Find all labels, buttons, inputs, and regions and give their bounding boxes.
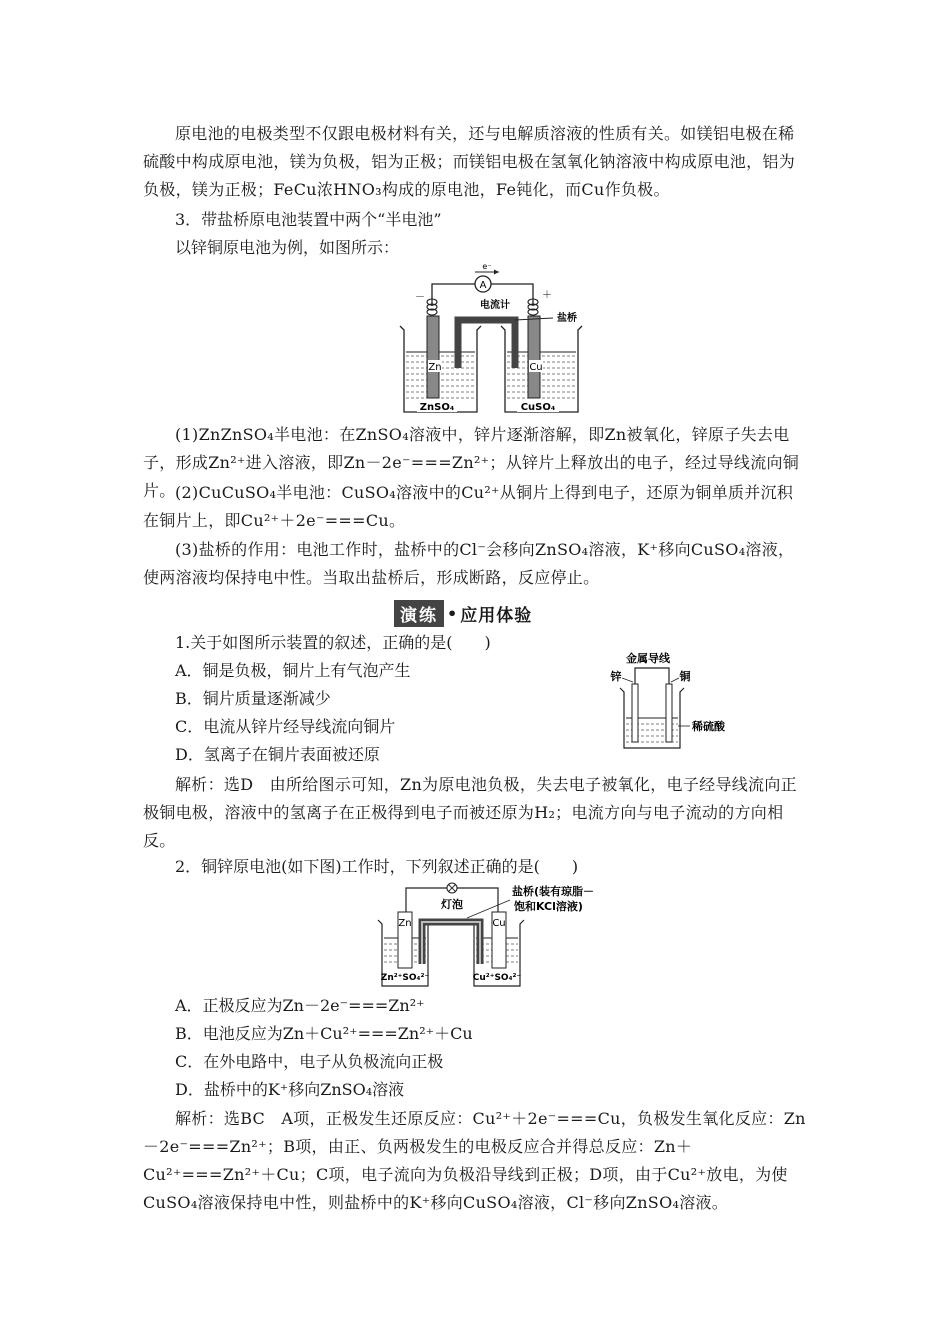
wire-label: 金属导线 bbox=[626, 652, 670, 665]
znso4-label: ZnSO₄ bbox=[419, 402, 455, 413]
zn-cu-salt-bridge-figure bbox=[395, 258, 595, 418]
section3-title: 3．带盐桥原电池装置中两个“半电池” bbox=[175, 210, 442, 229]
q2-analysis: 解析：选BC A项，正极发生还原反应：Cu²⁺＋2e⁻===Cu，负极发生氧化反应：Zn－2e⁻===Zn²⁺；B项，由正、负两极发生的电极反应合并得总反应：Zn＋Cu²⁺===Zn²⁺＋Cu；C项，电子流向为负极沿导线到正极；D项，由于Cu²⁺放电，为使CuSO₄溶液保持电中性，则盐桥中的K⁺移向CuSO₄溶液，Cl⁻移向ZnSO₄溶液。 bbox=[143, 1109, 806, 1212]
plus-sign: ＋ bbox=[542, 290, 552, 301]
section3-p3: (3)盐桥的作用：电池工作时，盐桥中的Cl⁻会移向ZnSO₄溶液，K⁺移向CuSO₄溶液，使两溶液均保持电中性。当取出盐桥后，形成断路，反应停止。 bbox=[143, 540, 795, 587]
zn-cu-acid-figure bbox=[602, 648, 752, 752]
minus-sign: － bbox=[415, 292, 425, 303]
q2-option-c: C．在外电路中，电子从负极流向正极 bbox=[175, 1052, 444, 1071]
q2-option-b: B．电池反应为Zn＋Cu²⁺===Zn²⁺＋Cu bbox=[175, 1024, 473, 1043]
zn-label: Zn bbox=[428, 362, 442, 373]
practice-heading-dot: • bbox=[447, 603, 458, 623]
salt-bridge-tube bbox=[458, 320, 515, 368]
practice-heading bbox=[394, 600, 532, 626]
q2-option-d: D．盐桥中的K⁺移向ZnSO₄溶液 bbox=[175, 1080, 405, 1099]
q1-option-c: C．电流从锌片经导线流向铜片 bbox=[175, 717, 396, 736]
q1-option-d: D．氢离子在铜片表面被还原 bbox=[175, 745, 380, 764]
zn-cu-bulb-figure bbox=[372, 882, 632, 990]
intro-paragraph: 原电池的电极类型不仅跟电极材料有关，还与电解质溶液的性质有关。如镁铝电极在稀硫酸中构成原电池，镁为负极，铝为正极；而镁铝电极在氢氧化钠溶液中构成原电池，铝为负极，镁为正极；FeCu浓HNO₃构成的原电池，Fe钝化，而Cu作负极。 bbox=[143, 124, 796, 199]
zinc-label: 锌 bbox=[610, 670, 622, 683]
ammeter-symbol: A bbox=[479, 280, 487, 291]
q2-option-a: A．正极反应为Zn－2e⁻===Zn²⁺ bbox=[175, 996, 425, 1015]
practice-heading-box: 演练 bbox=[394, 600, 444, 627]
section3-intro: 以锌铜原电池为例，如图所示： bbox=[175, 238, 400, 257]
cu-electrode-label: Cu bbox=[492, 918, 506, 929]
copper-electrode bbox=[528, 316, 543, 398]
cu-label: Cu bbox=[529, 362, 543, 373]
left-ions-label: Zn²⁺SO₄²⁻ bbox=[380, 973, 430, 983]
section3-p2: (2)CuCuSO₄半电池：CuSO₄溶液中的Cu²⁺从铜片上得到电子，还原为铜单质并沉积在铜片上，即Cu²⁺＋2e⁻===Cu。 bbox=[143, 483, 794, 530]
bridge-label-2: 饱和KCl溶液) bbox=[514, 900, 583, 913]
cuso4-label: CuSO₄ bbox=[520, 402, 556, 413]
copper-label: 铜 bbox=[679, 670, 691, 683]
q1-analysis: 解析：选D 由所给图示可知，Zn为原电池负极，失去电子被氧化，电子经导线流向正极铜电极，溶液中的氢离子在正极得到电子而被还原为H₂；电流方向与电子流动的方向相反。 bbox=[143, 775, 797, 850]
electron-label: e⁻ bbox=[482, 262, 492, 271]
q2-stem: 2．铜锌原电池(如下图)工作时，下列叙述正确的是( ) bbox=[175, 857, 579, 876]
zinc-strip bbox=[632, 684, 638, 742]
section3-p1: (1)ZnZnSO₄半电池：在ZnSO₄溶液中，锌片逐渐溶解，即Zn被氧化，锌原子失去电子，形成Zn²⁺进入溶液，即Zn－2e⁻===Zn²⁺；从锌片上释放出的电子，经过导线流向铜片。 bbox=[143, 425, 800, 500]
bridge-label-1: 盐桥(装有琼脂－ bbox=[512, 885, 595, 898]
right-ions-label: Cu²⁺SO₄²⁻ bbox=[472, 973, 522, 983]
copper-strip bbox=[666, 684, 672, 742]
q1-option-b: B．铜片质量逐渐减少 bbox=[175, 689, 331, 708]
salt-bridge-tube bbox=[422, 922, 480, 964]
meter-label: 电流计 bbox=[480, 300, 510, 311]
acid-label: 稀硫酸 bbox=[692, 720, 725, 733]
zinc-electrode bbox=[427, 316, 442, 398]
q1-option-a: A．铜是负极，铜片上有气泡产生 bbox=[175, 661, 411, 680]
salt-bridge-label: 盐桥 bbox=[557, 313, 577, 324]
bulb-label: 灯泡 bbox=[441, 898, 463, 911]
zn-electrode-label: Zn bbox=[398, 918, 412, 929]
practice-heading-text: 应用体验 bbox=[460, 605, 533, 626]
q1-stem: 1.关于如图所示装置的叙述，正确的是( ) bbox=[175, 633, 491, 652]
